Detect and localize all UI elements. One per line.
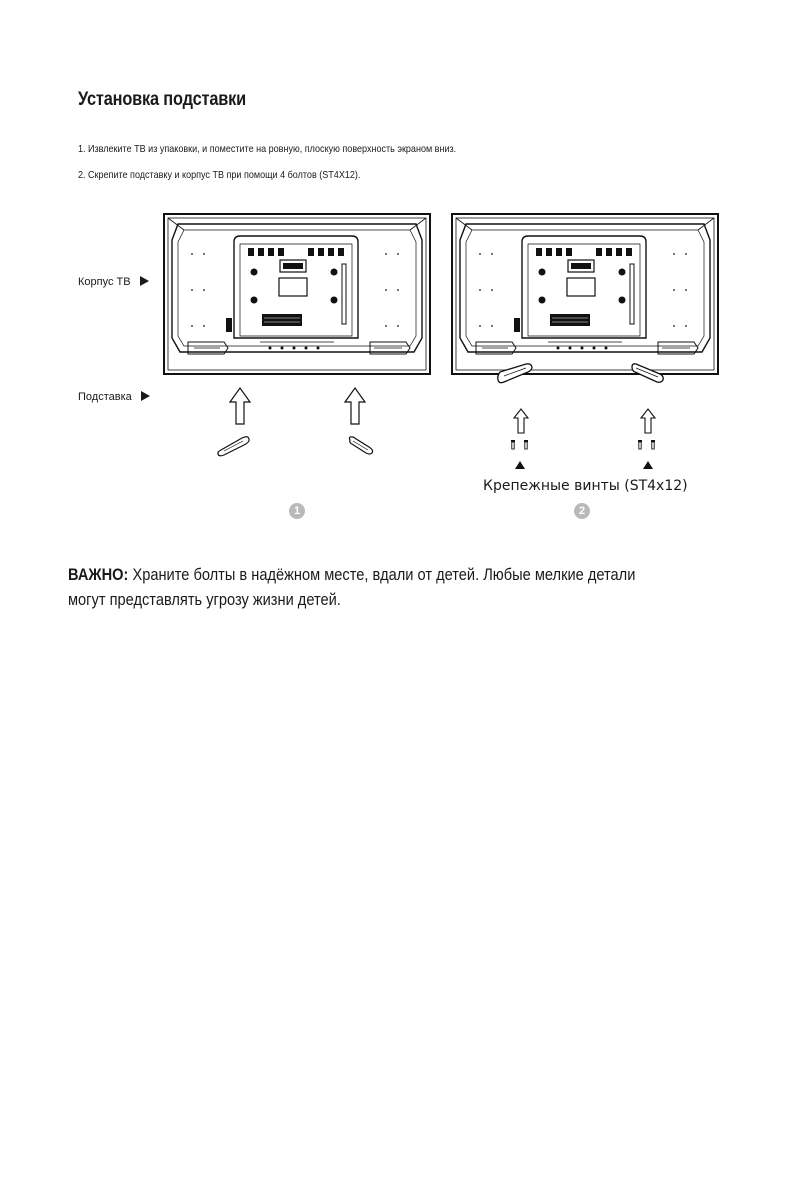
step-2-text: 2. Скрепите подставку и корпус ТВ при помощи 4 болтов (ST4X12).	[78, 169, 361, 181]
stand-foot-icon	[218, 437, 249, 456]
screw-icon	[651, 440, 655, 449]
up-arrow-icon	[641, 409, 655, 433]
arrow-right-triangle-icon	[140, 276, 149, 286]
pointer-triangle-icon	[643, 461, 653, 469]
screw-icon	[524, 440, 528, 449]
figure-number-2: 2	[574, 503, 590, 519]
pointer-triangle-icon	[515, 461, 525, 469]
tv-back-panel-2	[452, 214, 718, 374]
important-text: Храните болты в надёжном месте, вдали от детей. Любые мелкие детали могут представлять угрозу жизни детей.	[68, 565, 636, 609]
up-arrow-icon	[230, 388, 250, 424]
screw-icon	[638, 440, 642, 449]
step-1-text: 1. Извлеките ТВ из упаковки, и поместите на ровную, плоскую поверхность экраном вниз.	[78, 143, 457, 155]
stand-foot-icon	[349, 437, 372, 454]
tv-back-panel-1	[164, 214, 430, 374]
up-arrow-icon	[345, 388, 365, 424]
page-title: Установка подставки	[78, 89, 246, 110]
important-lead: ВАЖНО:	[68, 565, 129, 584]
screw-icon	[511, 440, 515, 449]
arrow-right-triangle-icon	[141, 391, 150, 401]
up-arrow-icon	[514, 409, 528, 433]
tv-body-label	[78, 276, 149, 288]
stand-label	[78, 391, 150, 403]
stand-label-text: Подставка	[78, 391, 132, 403]
tv-body-label-text: Корпус ТВ	[78, 276, 131, 288]
screws-caption: Крепежные винты (ST4x12)	[483, 478, 688, 494]
figure-number-1: 1	[289, 503, 305, 519]
important-notice	[68, 562, 661, 612]
